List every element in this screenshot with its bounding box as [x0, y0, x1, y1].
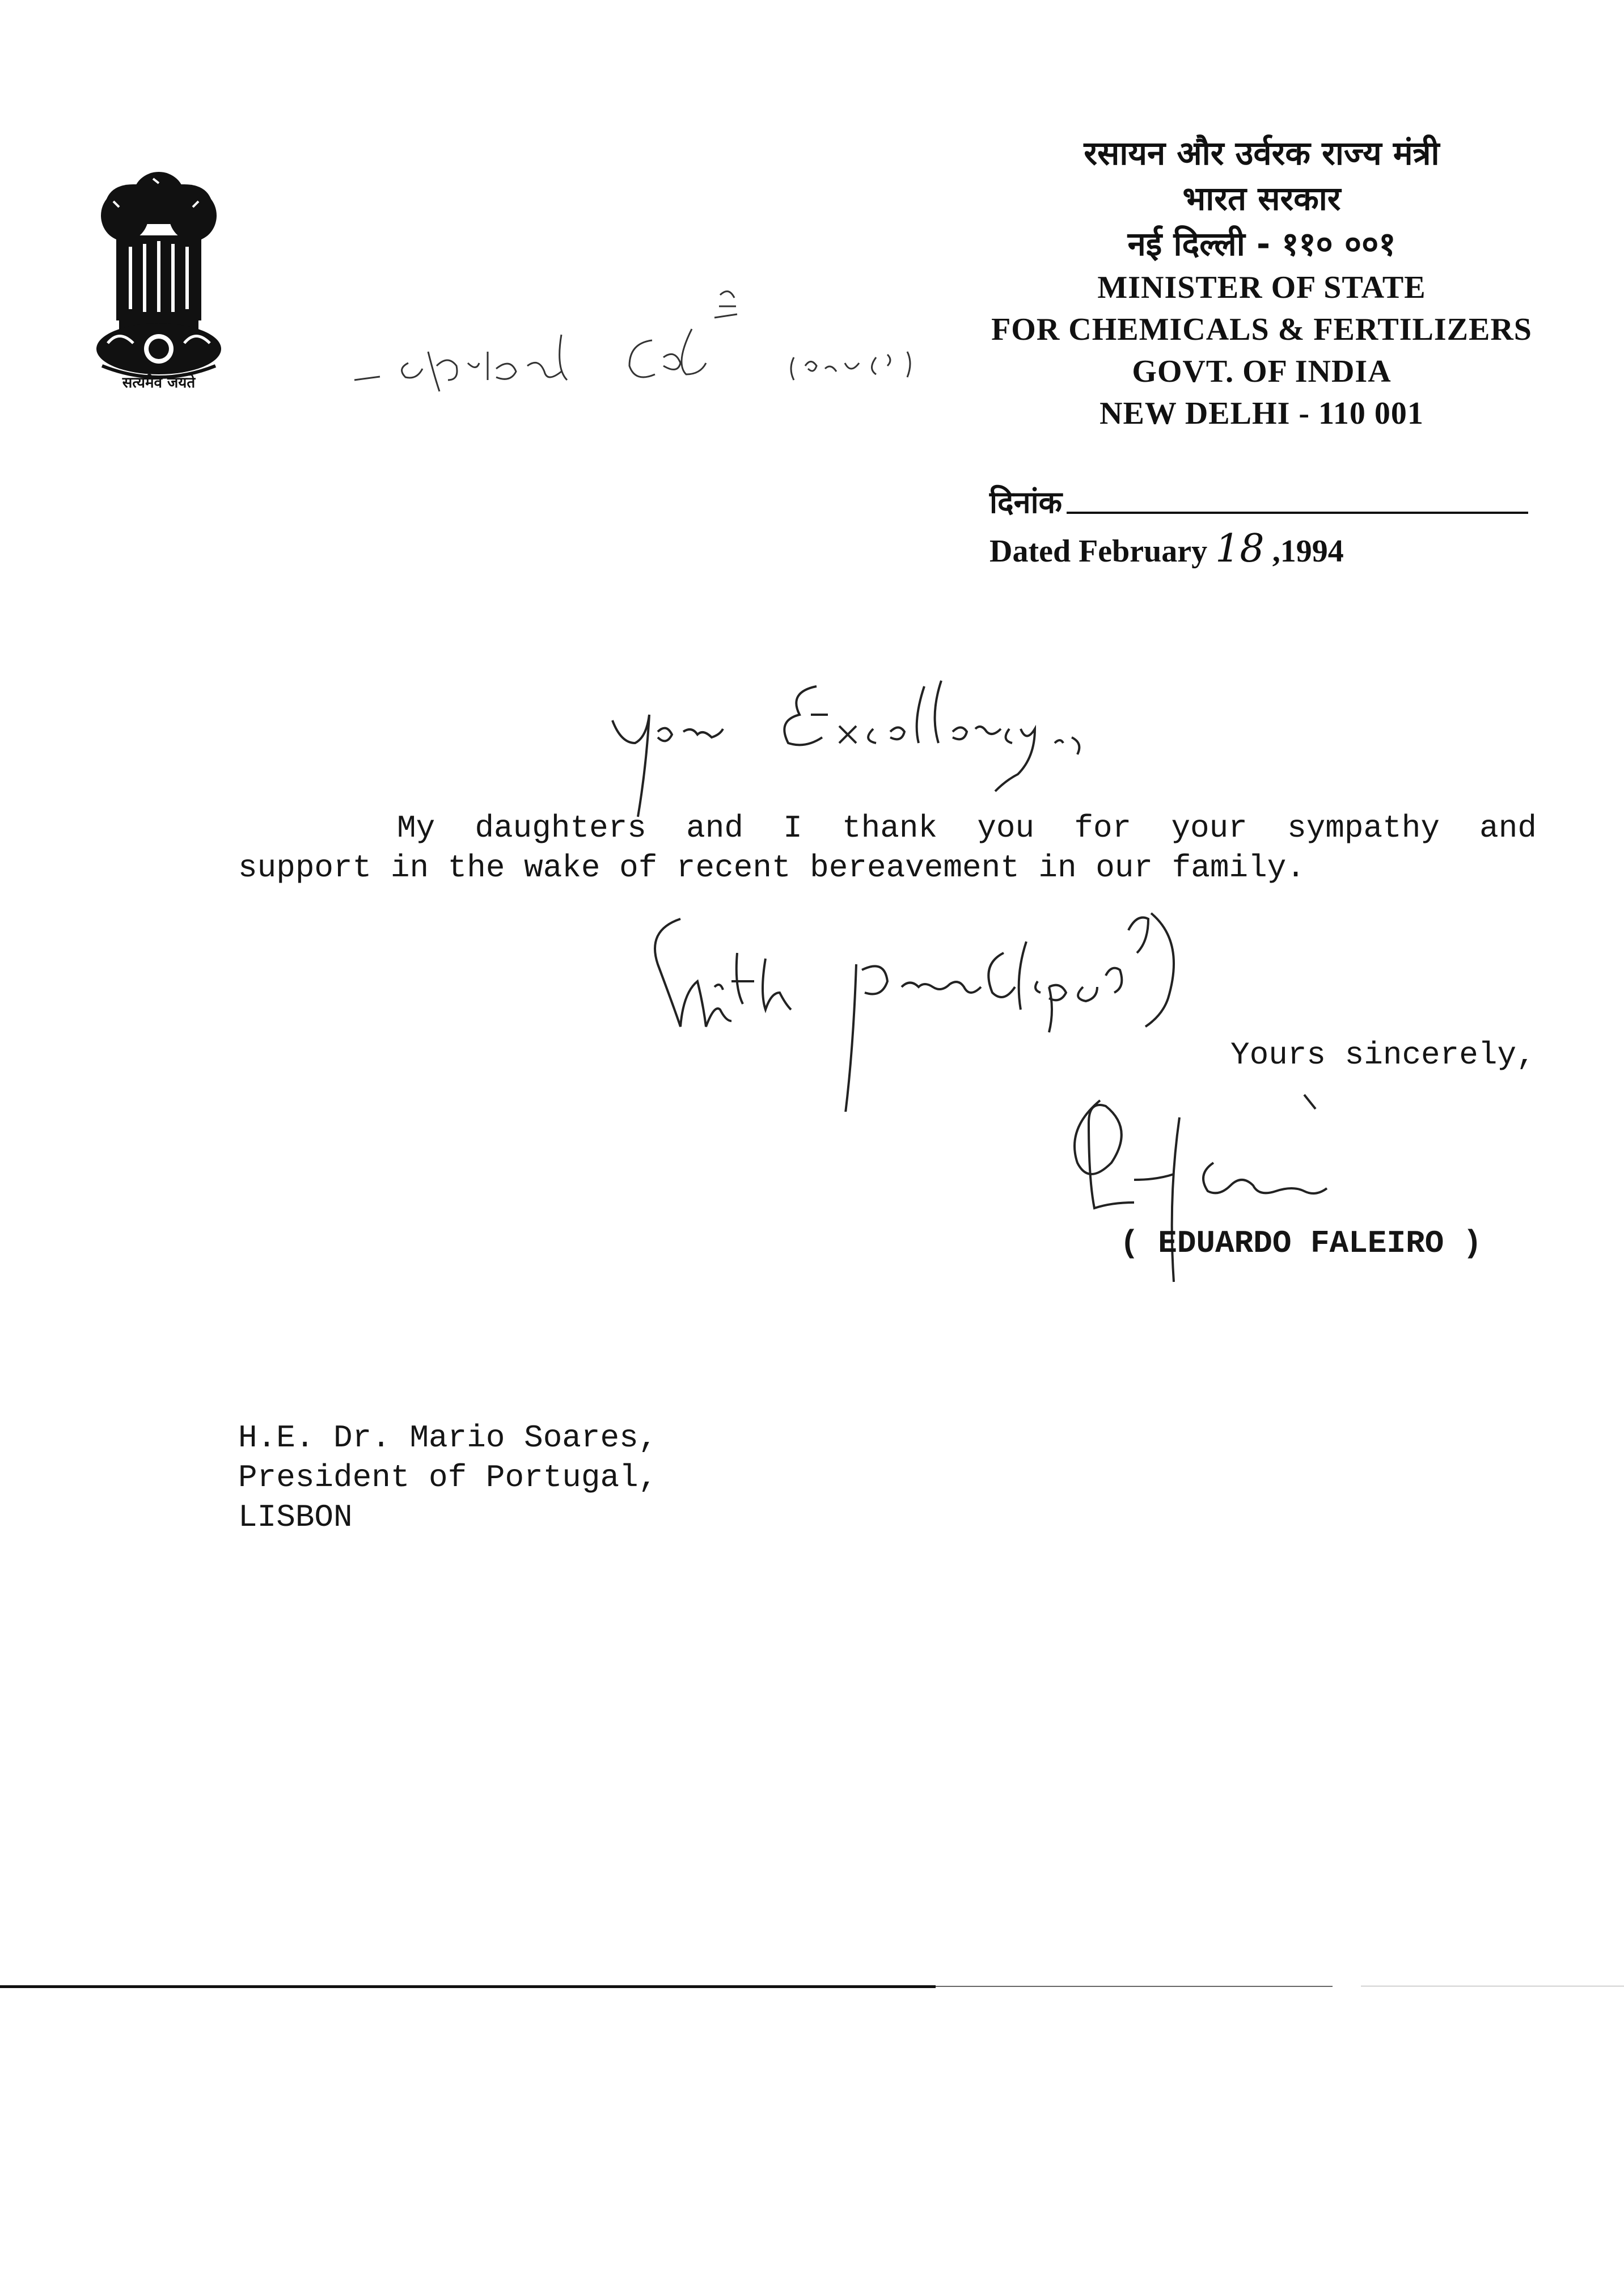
date-prefix: Dated February [989, 534, 1216, 569]
handwritten-salutation [601, 675, 1140, 828]
letter-body [238, 808, 1537, 888]
date-underline [1067, 512, 1528, 514]
letterhead-hindi-title: रसायन और उर्वरक राज्य मंत्री [1084, 134, 1440, 172]
address-line-1: H.E. Dr. Mario Soares, [238, 1420, 658, 1456]
handwritten-regards [641, 908, 1282, 1112]
body-line-1 [238, 808, 1537, 848]
letterhead-hindi-govt: भारत सरकार [1182, 179, 1341, 218]
bottom-rule [0, 1984, 1624, 1990]
date-year: ,1994 [1264, 534, 1344, 569]
body-word: and [1479, 810, 1537, 846]
date-block [989, 476, 1528, 571]
letterhead-govt: GOVT. OF INDIA [1132, 354, 1392, 389]
address-line-3: LISBON [238, 1499, 353, 1535]
body-word: your [1171, 810, 1247, 846]
body-word: My [397, 810, 435, 846]
signatory-name: ( EDUARDO FALEIRO ) [1120, 1225, 1482, 1261]
body-word: for [1074, 810, 1132, 846]
body-line-2: support in the wake of recent bereavement in our family. [238, 850, 1305, 886]
body-word: you [977, 810, 1035, 846]
english-date [989, 526, 1528, 571]
state-emblem-icon [85, 162, 232, 400]
letterhead-hindi-city: नई दिल्ली - ११० ००१ [1127, 225, 1396, 263]
body-word: thank [842, 810, 938, 846]
emblem-motto: सत्यमेव जयते [122, 374, 196, 391]
recipient-address [238, 1418, 657, 1537]
body-word: and [686, 810, 743, 846]
hindi-date-label: दिनांक [989, 484, 1063, 520]
handwritten-annotation [346, 272, 958, 420]
letterhead [975, 130, 1548, 434]
address-line-2: President of Portugal, [238, 1459, 658, 1496]
letterhead-ministry: FOR CHEMICALS & FERTILIZERS [991, 312, 1532, 347]
letterhead-title: MINISTER OF STATE [1097, 270, 1426, 305]
letterhead-city: NEW DELHI - 110 001 [1099, 396, 1424, 431]
closing: Yours sincerely, [1230, 1037, 1536, 1073]
date-day: 18 [1215, 526, 1264, 571]
body-word: sympathy [1287, 810, 1440, 846]
body-word: I [783, 810, 802, 846]
body-word: daughters [475, 810, 646, 846]
